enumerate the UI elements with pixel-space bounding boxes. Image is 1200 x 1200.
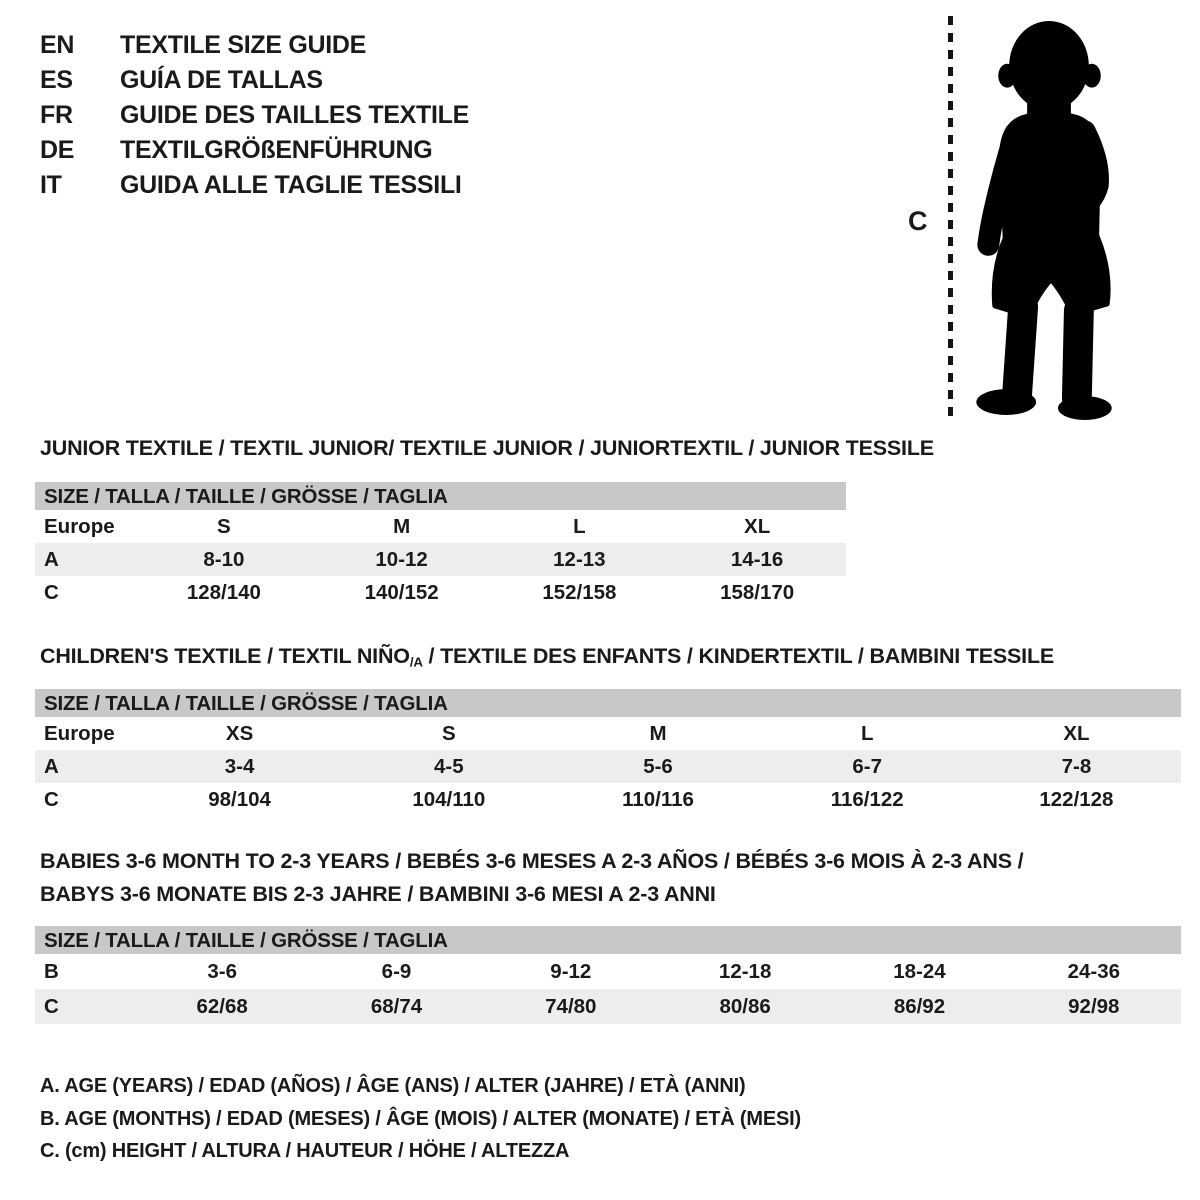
language-title: TEXTILGRÖßENFÜHRUNG xyxy=(120,136,433,164)
language-code: ES xyxy=(40,66,73,94)
legend-line-c: C. (cm) HEIGHT / ALTURA / HAUTEUR / HÖHE / ALTEZZA xyxy=(40,1140,570,1162)
table-cell: 8-10 xyxy=(203,548,245,571)
table-cell: 68/74 xyxy=(370,995,423,1018)
row-label: A xyxy=(44,548,59,571)
table-row xyxy=(35,783,1181,816)
row-label: Europe xyxy=(44,722,115,745)
table-cell: 14-16 xyxy=(730,548,784,571)
table-cell: 7-8 xyxy=(1061,755,1092,778)
table-cell: 152/158 xyxy=(542,581,617,604)
height-measure-label: C xyxy=(908,206,928,236)
language-row xyxy=(40,168,469,203)
language-code: EN xyxy=(40,31,75,59)
table-cell: XL xyxy=(744,515,771,538)
table-cell: S xyxy=(441,722,456,745)
table-cell: 86/92 xyxy=(893,995,946,1018)
legend xyxy=(40,1070,801,1168)
babies-title-line1: BABIES 3-6 MONTH TO 2-3 YEARS / BEBÉS 3-6 MESES A 2-3 AÑOS / BÉBÉS 3-6 MOIS À 2-3 ANS / xyxy=(40,849,1024,873)
table-header-bar: SIZE / TALLA / TAILLE / GRÖSSE / TAGLIA xyxy=(35,689,1181,717)
table-cell: 74/80 xyxy=(545,995,597,1018)
table-cell: M xyxy=(649,722,667,745)
table-cell: 80/86 xyxy=(719,995,771,1018)
babies-size-table xyxy=(35,926,1181,1024)
table-cell: S xyxy=(217,515,231,538)
table-cell: 6-7 xyxy=(852,755,883,778)
language-code: IT xyxy=(40,171,62,199)
language-title: TEXTILE SIZE GUIDE xyxy=(120,31,367,59)
table-row xyxy=(35,717,1181,750)
table-cell: 6-9 xyxy=(381,960,412,983)
table-cell: 3-4 xyxy=(224,755,255,778)
table-cell: 128/140 xyxy=(186,581,261,604)
children-title-post: / TEXTILE DES ENFANTS / KINDERTEXTIL / BAMBINI TESSILE xyxy=(422,644,1055,668)
row-label: C xyxy=(44,581,59,604)
babies-title-line2: BABYS 3-6 MONATE BIS 2-3 JAHRE / BAMBINI 3-6 MESI A 2-3 ANNI xyxy=(40,882,716,906)
language-row xyxy=(40,98,469,133)
table-cell: 12-18 xyxy=(718,960,772,983)
table-cell: L xyxy=(573,515,586,538)
language-code: DE xyxy=(40,136,75,164)
language-row xyxy=(40,133,469,168)
table-row xyxy=(35,576,846,609)
table-cell: L xyxy=(860,722,874,745)
language-list xyxy=(40,28,469,203)
table-cell: 10-12 xyxy=(375,548,428,571)
children-title-sub: /A xyxy=(409,654,423,670)
row-label: B xyxy=(44,960,59,983)
table-cell: 3-6 xyxy=(207,960,237,983)
table-cell: 122/128 xyxy=(1039,788,1114,811)
children-title-pre: CHILDREN'S TEXTILE / TEXTIL NIÑO xyxy=(40,644,410,668)
row-label: Europe xyxy=(44,515,115,538)
legend-line-b: B. AGE (MONTHS) / EDAD (MESES) / ÂGE (MOIS) / ALTER (MONATE) / ETÀ (MESI) xyxy=(40,1107,801,1130)
table-header-bar: SIZE / TALLA / TAILLE / GRÖSSE / TAGLIA xyxy=(35,926,1181,954)
language-code: FR xyxy=(40,101,73,129)
table-cell: 92/98 xyxy=(1068,995,1120,1018)
junior-size-table xyxy=(35,482,846,609)
table-row xyxy=(35,954,1181,989)
table-cell: 110/116 xyxy=(622,788,694,811)
table-row xyxy=(35,510,846,543)
table-cell: 158/170 xyxy=(720,581,795,604)
table-cell: 98/104 xyxy=(208,788,271,811)
table-cell: XS xyxy=(225,722,254,745)
language-row xyxy=(40,28,469,63)
table-cell: 24-36 xyxy=(1067,960,1121,983)
table-cell: M xyxy=(393,515,411,538)
height-dashed-line xyxy=(948,16,953,416)
table-cell: XL xyxy=(1063,722,1090,745)
row-label: C xyxy=(44,995,59,1018)
children-size-table xyxy=(35,689,1181,816)
table-cell: 4-5 xyxy=(433,755,464,778)
language-title: GUIDA ALLE TAGLIE TESSILI xyxy=(120,171,462,199)
children-section-title xyxy=(40,644,1054,670)
legend-line-a: A. AGE (YEARS) / EDAD (AÑOS) / ÂGE (ANS) / ALTER (JAHRE) / ETÀ (ANNI) xyxy=(40,1075,746,1097)
toddler-silhouette-image xyxy=(960,12,1142,420)
table-cell: 5-6 xyxy=(643,755,673,778)
table-row xyxy=(35,543,846,576)
babies-section-title xyxy=(40,845,1170,911)
junior-section-title: JUNIOR TEXTILE / TEXTIL JUNIOR/ TEXTILE JUNIOR / JUNIORTEXTIL / JUNIOR TESSILE xyxy=(40,436,934,460)
table-header-bar: SIZE / TALLA / TAILLE / GRÖSSE / TAGLIA xyxy=(35,482,846,510)
table-cell: 9-12 xyxy=(550,960,592,983)
language-row xyxy=(40,63,469,98)
table-cell: 18-24 xyxy=(893,960,946,983)
table-cell: 116/122 xyxy=(830,788,904,811)
table-row xyxy=(35,750,1181,783)
language-title: GUIDE DES TAILLES TEXTILE xyxy=(120,101,470,129)
table-cell: 104/110 xyxy=(412,788,486,811)
row-label: C xyxy=(44,788,59,811)
table-cell: 62/68 xyxy=(196,995,248,1018)
table-cell: 12-13 xyxy=(553,548,606,571)
table-cell: 140/152 xyxy=(364,581,439,604)
language-title: GUÍA DE TALLAS xyxy=(120,66,323,94)
row-label: A xyxy=(44,755,59,778)
table-row xyxy=(35,989,1181,1024)
